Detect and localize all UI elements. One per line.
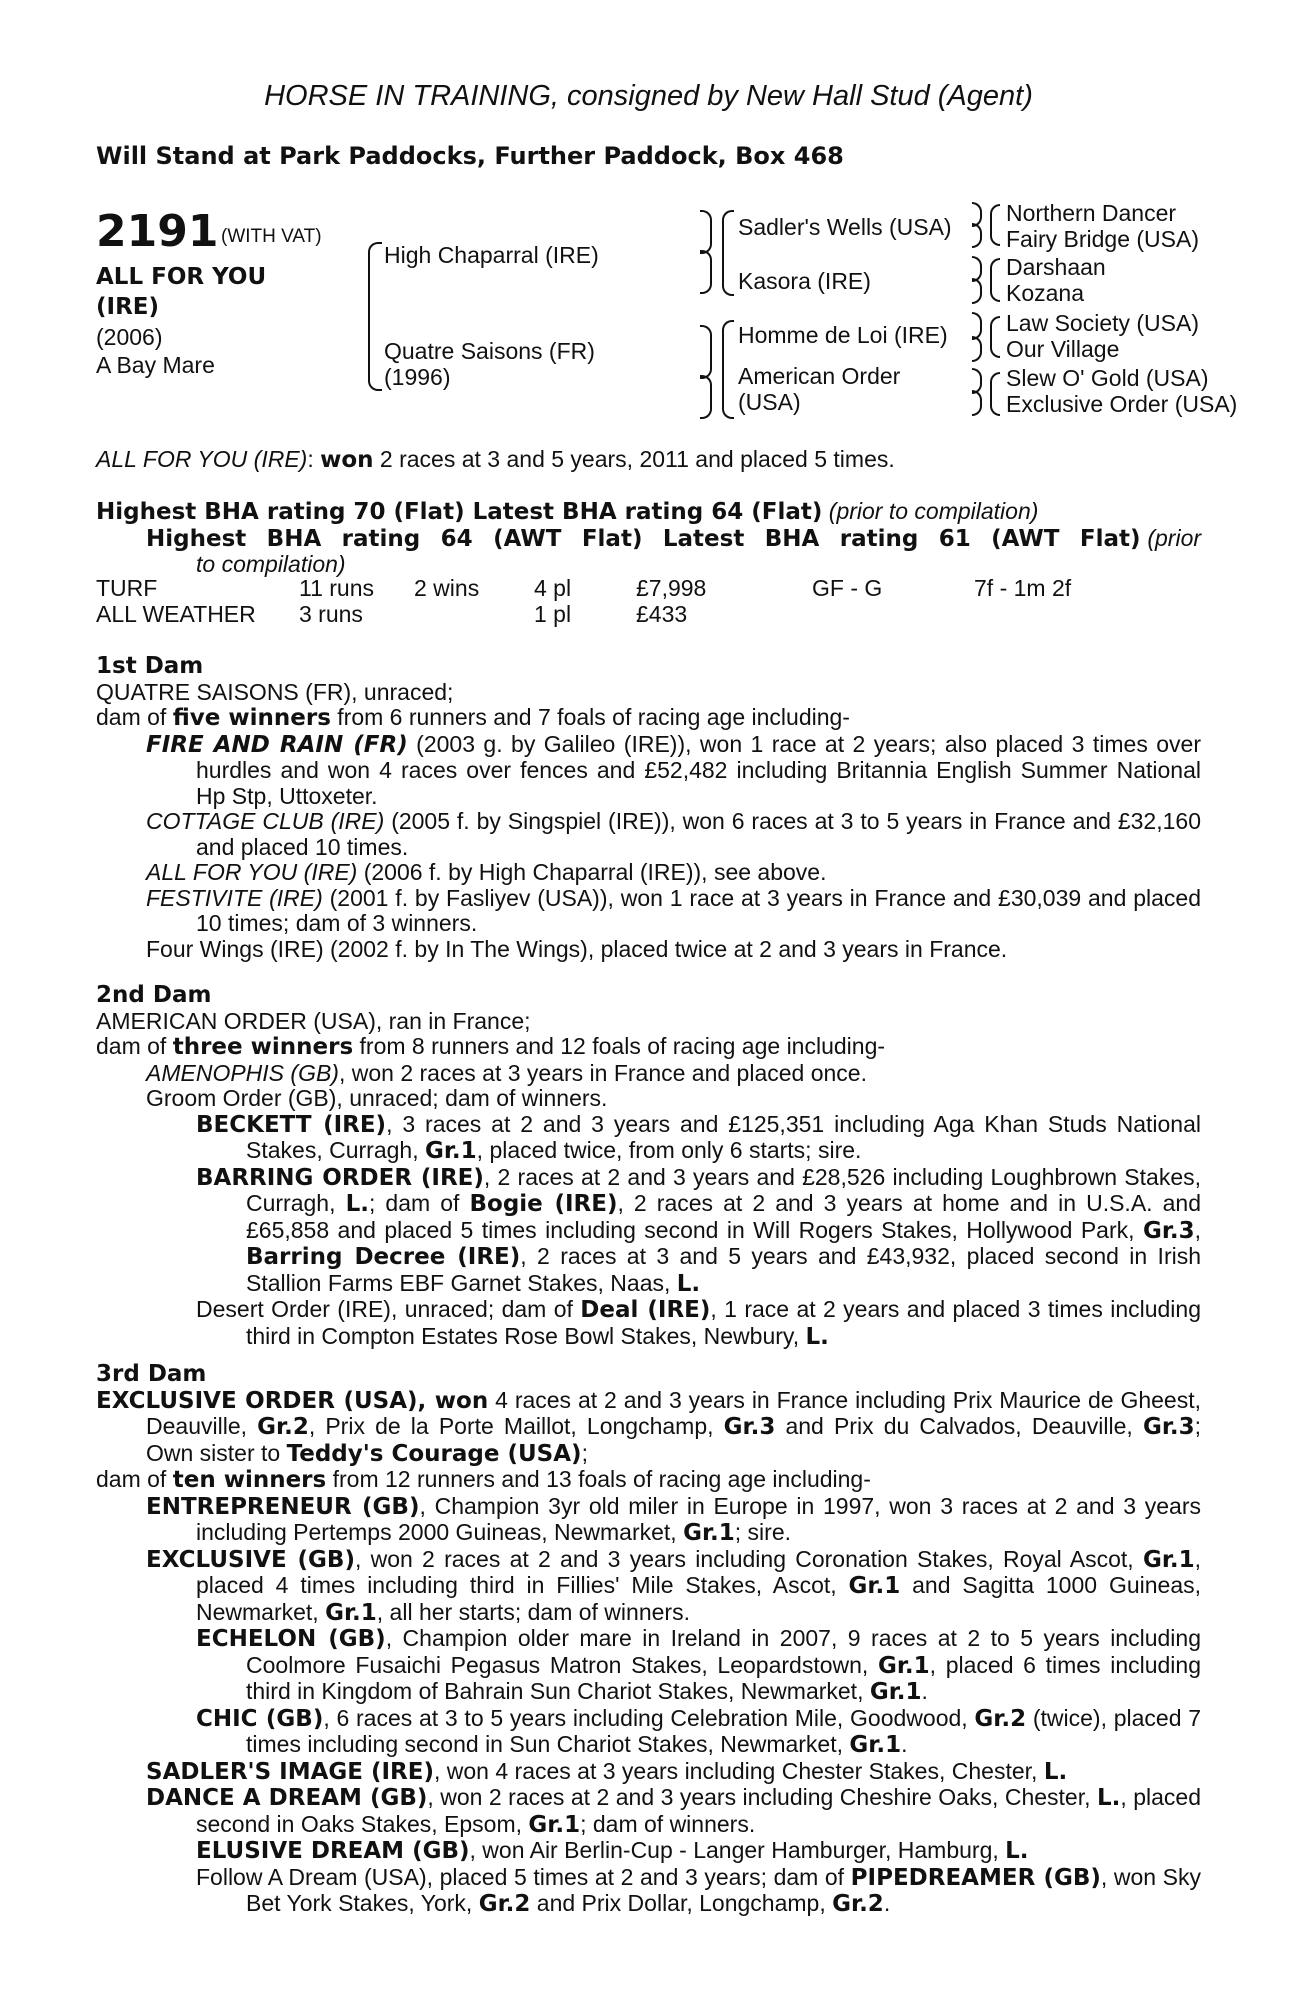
bracket <box>990 372 1000 416</box>
rating-line-1 <box>96 499 1201 526</box>
cell: 7f - 1m 2f <box>974 575 1072 601</box>
first-dam-section <box>96 654 1201 962</box>
bracket <box>990 258 1000 302</box>
bracket <box>368 242 382 391</box>
sire-dam: Kasora (IRE) <box>738 268 871 294</box>
dam-sire: Homme de Loi (IRE) <box>738 322 948 348</box>
section-heading: 2nd Dam <box>96 982 212 1008</box>
dam: Quatre Saisons (FR) <box>384 338 595 364</box>
section-heading: 1st Dam <box>96 653 204 679</box>
dam-produce-line: dam of five winners from 6 runners and 7 foals of racing age including- <box>96 704 850 731</box>
summary-text: 2 races at 3 and 5 years, 2011 and placed 5 times. <box>379 446 895 472</box>
ss-sire: Northern Dancer <box>1006 200 1177 226</box>
horse-name-line1: ALL FOR YOU <box>96 264 267 290</box>
dam-year: (1996) <box>384 364 451 390</box>
bracket <box>990 204 1000 246</box>
bracket <box>972 390 982 416</box>
produce-entry: FESTIVITE (IRE) (2001 f. by Fasliyev (USA)), won 1 race at 3 years in France and £30,039 and placed 10 times; dam of 3 winners. <box>146 884 1202 936</box>
bracket <box>990 316 1000 358</box>
produce-entry: BARRING ORDER (IRE), 2 races at 2 and 3 years and £28,526 including Loughbrown Stakes, Curragh, L.; dam of Bogie (IRE), 2 races at 2 and 3 years at home and in U.S.A. and £65,858 and placed 5 times including second in Will Rogers Stakes, Hollywood Park, Gr.3, Barring Decree (IRE), 2 races at 3 and 5 years and £43,932, placed second in Irish Stallion Farms EBF Garnet Stakes, Naas, L. <box>196 1163 1202 1297</box>
cell: £433 <box>636 601 688 627</box>
produce-entry: DANCE A DREAM (GB), won 2 races at 2 and 3 years including Cheshire Oaks, Chester, L., placed second in Oaks Stakes, Epsom, Gr.1; dam of winners. <box>146 1784 1201 1838</box>
section-heading: 3rd Dam <box>96 1361 207 1387</box>
dam-dam: American Order <box>738 363 901 389</box>
dam-line: EXCLUSIVE ORDER (USA), won 4 races at 2 and 3 years in France including Prix Maurice de Gheest, Deauville, Gr.2, Prix de la Porte Maillot, Longchamp, Gr.3 and Prix du Calvados, Deauville, Gr.3; Own sister to Teddy's Courage (USA); <box>96 1386 1202 1467</box>
bracket <box>700 325 712 379</box>
produce-entry: Desert Order (IRE), unraced; dam of Deal (IRE), 1 race at 2 years and placed 3 times including third in Compton Estates Rose Bowl Stakes, Newbury, L. <box>196 1296 1201 1350</box>
consignment-title: HORSE IN TRAINING, consigned by New Hall Stud (Agent) <box>264 80 1033 112</box>
dam-line: AMERICAN ORDER (USA), ran in France; <box>96 1007 531 1034</box>
cell: 4 pl <box>534 575 572 601</box>
second-dam-section <box>96 983 1201 1350</box>
produce-entry: BECKETT (IRE), 3 races at 2 and 3 years and £125,351 including Aga Khan Studs National Stakes, Curragh, Gr.1, placed twice, from only 6 starts; sire. <box>196 1110 1201 1164</box>
ratings <box>96 499 1201 578</box>
ss-dam: Fairy Bridge (USA) <box>1006 226 1199 252</box>
horse-name <box>96 262 336 322</box>
produce-entry: Four Wings (IRE) (2002 f. by In The Wings), placed twice at 2 and 3 years in France. <box>146 935 1008 962</box>
sd-dam: Kozana <box>1006 280 1085 306</box>
sd-sire: Darshaan <box>1006 254 1106 280</box>
horse-name-line2: (IRE) <box>96 294 160 320</box>
rating-awt: Highest BHA rating 64 (AWT Flat) Latest BHA rating 61 (AWT Flat) <box>146 525 1141 552</box>
bracket <box>700 250 712 294</box>
produce-entry: COTTAGE CLUB (IRE) (2005 f. by Singspiel (IRE)), won 6 races at 3 to 5 years in France and £32,160 and placed 10 times. <box>146 808 1201 860</box>
cell: 11 runs <box>299 575 375 601</box>
dam-dam-origin: (USA) <box>738 389 801 415</box>
cell: TURF <box>96 575 158 601</box>
ds-dam: Our Village <box>1006 336 1120 362</box>
dd-sire: Slew O' Gold (USA) <box>1006 365 1209 391</box>
produce-entry: Follow A Dream (USA), placed 5 times at 2 and 3 years; dam of PIPEDREAMER (GB), won Sky Bet York Stakes, York, Gr.2 and Prix Dollar, Longchamp, Gr.2. <box>196 1863 1202 1917</box>
lot-number: 2191 <box>96 206 219 257</box>
dam-produce-line: dam of ten winners from 12 runners and 13 foals of racing age including- <box>96 1466 871 1493</box>
rating-note: (prior to compilation) <box>828 498 1039 524</box>
cell: 2 wins <box>414 575 480 601</box>
dd-dam: Exclusive Order (USA) <box>1006 391 1238 417</box>
produce-entry: SADLER'S IMAGE (IRE), won 4 races at 3 years including Chester Stakes, Chester, L. <box>146 1757 1068 1785</box>
produce-entry: CHIC (GB), 6 races at 3 to 5 years including Celebration Mile, Goodwood, Gr.2 (twice), placed 7 times including second in Sun Chariot Stakes, Newmarket, Gr.1. <box>196 1704 1202 1758</box>
foaling-year: (2006) <box>96 324 163 350</box>
bracket <box>722 210 734 296</box>
summary-colon: : <box>307 446 314 472</box>
produce-entry: AMENOPHIS (GB), won 2 races at 3 years in France and placed once. <box>146 1059 867 1086</box>
race-record-table <box>96 576 1201 628</box>
bracket <box>722 320 734 419</box>
rating-note: (prior to compilation) <box>196 524 1202 577</box>
produce-entry: EXCLUSIVE (GB), won 2 races at 2 and 3 years including Coronation Stakes, Royal Ascot, Gr.1, placed 4 times including third in Fillies' Mile Stakes, Ascot, Gr.1 and Sagitta 1000 Guineas, Newmarket, Gr.1, all her starts; dam of winners. <box>146 1545 1202 1626</box>
dam-line: QUATRE SAISONS (FR), unraced; <box>96 678 454 705</box>
cell: GF - G <box>812 575 883 601</box>
pedigree-table <box>96 200 1238 430</box>
bracket <box>972 223 982 248</box>
rating-flat: Highest BHA rating 70 (Flat) Latest BHA rating 64 (Flat) <box>96 499 823 525</box>
produce-entry: FIRE AND RAIN (FR) (2003 g. by Galileo (IRE)), won 1 race at 2 years; also placed 3 times over hurdles and won 4 races over fences and £52,482 including Britannia English Summer National Hp Stp, Uttoxeter. <box>146 730 1201 809</box>
produce-entry: Groom Order (GB), unraced; dam of winners. <box>146 1085 608 1111</box>
sire-sire: Sadler's Wells (USA) <box>738 214 952 240</box>
produce-entry: ECHELON (GB), Champion older mare in Ireland in 2007, 9 races at 2 to 5 years including Coolmore Fusaichi Pegasus Matron Stakes, Leopardstown, Gr.1, placed 6 times including third in Kingdom of Bahrain Sun Chariot Stakes, Newmarket, Gr.1. <box>196 1625 1201 1705</box>
bracket <box>972 336 982 362</box>
cell: 1 pl <box>534 601 572 627</box>
produce-entry: ALL FOR YOU (IRE) (2006 f. by High Chaparral (IRE)), see above. <box>146 859 827 885</box>
bracket <box>700 375 712 419</box>
table-row <box>96 602 1201 628</box>
rating-line-2 <box>146 526 1201 578</box>
cell: £7,998 <box>636 575 707 601</box>
summary-horse-name: ALL FOR YOU (IRE) <box>96 446 308 472</box>
dam-produce-line: dam of three winners from 8 runners and 12 foals of racing age including- <box>96 1033 886 1060</box>
ds-sire: Law Society (USA) <box>1006 310 1200 336</box>
vat-note: (WITH VAT) <box>221 226 322 247</box>
horse-description: A Bay Mare <box>96 352 215 378</box>
third-dam-section <box>96 1362 1201 1918</box>
cell: ALL WEATHER <box>96 601 256 627</box>
table-row <box>96 576 1201 602</box>
sire: High Chaparral (IRE) <box>384 242 599 268</box>
box-location: Will Stand at Park Paddocks, Further Paddock, Box 468 <box>96 142 844 170</box>
produce-entry: ELUSIVE DREAM (GB), won Air Berlin-Cup - Langer Hamburger, Hamburg, L. <box>196 1837 1029 1864</box>
cell: 3 runs <box>299 601 363 627</box>
bracket <box>972 278 982 304</box>
race-summary <box>96 447 1201 474</box>
summary-won: won <box>320 447 374 473</box>
bracket <box>700 210 712 254</box>
produce-entry: ENTREPRENEUR (GB), Champion 3yr old miler in Europe in 1997, won 3 races at 2 and 3 years including Pertemps 2000 Guineas, Newmarket, Gr.1; sire. <box>146 1492 1202 1546</box>
